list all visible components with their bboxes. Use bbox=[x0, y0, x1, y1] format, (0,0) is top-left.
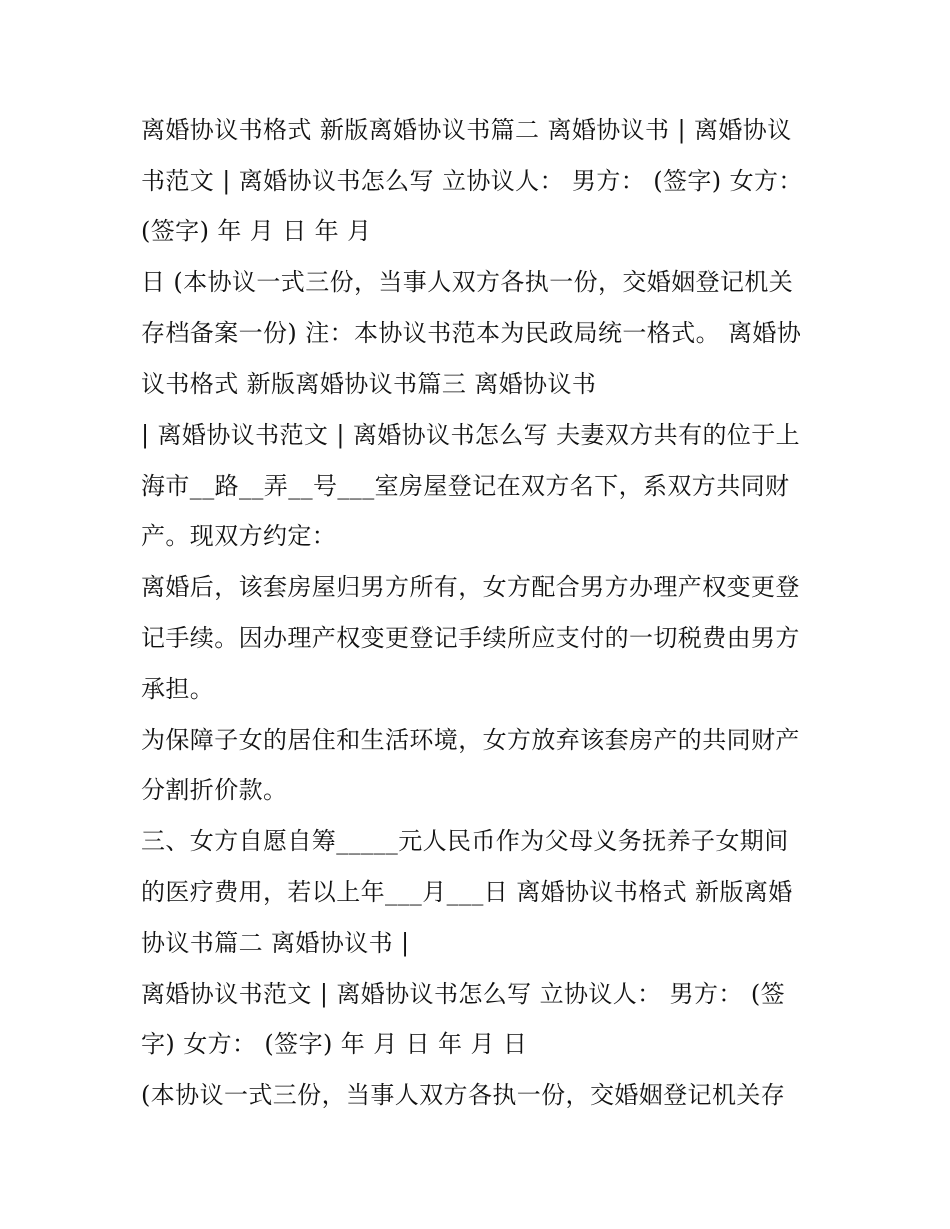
text-line: 海市__路__弄__号___室房屋登记在双方名下，系双方共同财 bbox=[141, 472, 790, 500]
text-line: (签字) 年 月 日 年 月 bbox=[141, 217, 372, 245]
text-line: 三、女方自愿自筹_____元人民币作为父母义务抚养子女期间 bbox=[141, 827, 789, 855]
text-line: 离婚协议书范文 | 离婚协议书怎么写 立协议人： 男方： (签 bbox=[141, 980, 785, 1008]
text-line: 日 (本协议一式三份，当事人双方各执一份，交婚姻登记机关 bbox=[141, 268, 794, 296]
text-line: 为保障子女的居住和生活环境，女方放弃该套房产的共同财产 bbox=[141, 726, 800, 754]
text-line: 议书格式 新版离婚协议书篇三 离婚协议书 bbox=[141, 370, 597, 398]
text-line: 离婚协议书格式 新版离婚协议书篇二 离婚协议书 | 离婚协议 bbox=[141, 116, 792, 144]
text-line: 存档备案一份) 注：本协议书范本为民政局统一格式。 离婚协 bbox=[141, 319, 802, 347]
text-line: 承担。 bbox=[141, 675, 215, 703]
text-line: 的医疗费用，若以上年___月___日 离婚协议书格式 新版离婚 bbox=[141, 878, 793, 906]
text-line: 字) 女方： (签字) 年 月 日 年 月 日 bbox=[141, 1030, 528, 1058]
text-line: 协议书篇二 离婚协议书 | bbox=[141, 929, 410, 957]
text-line: (本协议一式三份，当事人双方各执一份，交婚姻登记机关存 bbox=[141, 1081, 786, 1109]
text-line: 分割折价款。 bbox=[141, 776, 288, 804]
text-line: 记手续。因办理产权变更登记手续所应支付的一切税费由男方 bbox=[141, 624, 800, 652]
text-line: 书范文 | 离婚协议书怎么写 立协议人： 男方： (签字) 女方： bbox=[141, 167, 803, 195]
text-line: | 离婚协议书范文 | 离婚协议书怎么写 夫妻双方共有的位于上 bbox=[141, 421, 801, 449]
text-line: 离婚后，该套房屋归男方所有，女方配合男方办理产权变更登 bbox=[141, 573, 800, 601]
text-line: 产。现双方约定： bbox=[141, 522, 337, 550]
